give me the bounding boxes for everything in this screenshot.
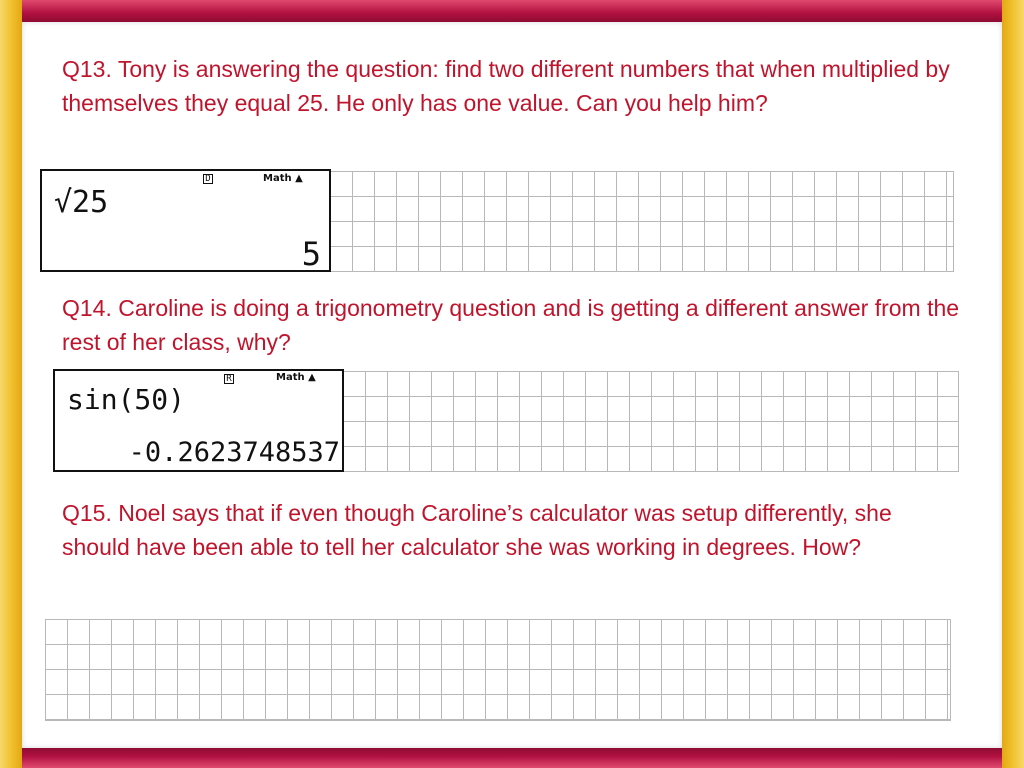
calculator-indicator-box: R xyxy=(224,374,234,384)
calculator-display-q14 xyxy=(53,369,344,472)
calculator-expression: √25 xyxy=(54,185,109,220)
answer-grid-q14[interactable] xyxy=(343,371,959,472)
frame-bottom-border xyxy=(0,748,1024,768)
calculator-indicator-box: D xyxy=(203,174,213,184)
frame-right-border xyxy=(1002,0,1024,768)
frame-top-border xyxy=(0,0,1024,22)
calculator-result: 5 xyxy=(301,235,321,273)
calculator-result: -0.2623748537 xyxy=(128,437,340,468)
answer-grid-q13[interactable] xyxy=(330,171,954,272)
question-15-text: Q15. Noel says that if even though Caroline’s calculator was setup differently, she should have been able to tell her calculator she was working in degrees. How? xyxy=(62,500,892,560)
calculator-math-indicator: Math ▲ xyxy=(276,372,316,383)
frame-left-border xyxy=(0,0,22,768)
calculator-expression: sin(50) xyxy=(67,383,186,416)
question-13-text: Q13. Tony is answering the question: find two different numbers that when multiplied by themselves they equal 25. He only has one value. Can you help him? xyxy=(62,56,950,116)
answer-grid-q15[interactable] xyxy=(45,619,951,721)
calculator-display-q13 xyxy=(40,169,331,272)
question-14-text: Q14. Caroline is doing a trigonometry question and is getting a different answer from the rest of her class, why? xyxy=(62,295,960,355)
calculator-math-indicator: Math ▲ xyxy=(263,173,303,184)
